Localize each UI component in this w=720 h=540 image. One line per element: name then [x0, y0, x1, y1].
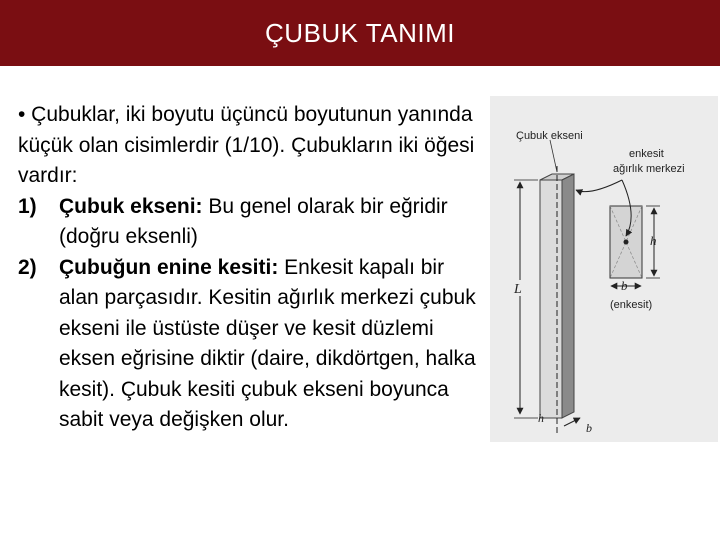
list-item-2-number: 2)	[18, 255, 37, 279]
bar-diagram	[490, 96, 718, 442]
axis-pointer-line	[550, 140, 557, 172]
b-label: b	[621, 278, 628, 293]
bar-figure	[490, 96, 718, 442]
h-label: h	[650, 233, 657, 248]
centroid-label-line2: ağırlık merkezi	[613, 163, 685, 175]
body-text	[18, 100, 488, 436]
bottom-b-dimension	[564, 418, 580, 426]
list-item-2-text: Enkesit kapalı bir alan parçasıdır. Kesitin ağırlık merkezi çubuk ekseni ile üstüste düşer ve kesit düzlemi eksen eğrisine diktir (daire, dikdörtgen, halka kesit). Çubuk kesiti çubuk ekseni boyunca sabit veya değişken olur.	[59, 255, 476, 431]
slide-title: ÇUBUK TANIMI	[265, 17, 455, 48]
bottom-h-label: h	[538, 411, 544, 425]
list-item-1	[18, 192, 488, 253]
list-item-2-term: Çubuğun enine kesiti:	[59, 255, 279, 279]
axis-label: Çubuk ekseni	[516, 130, 583, 142]
list-item-1-term: Çubuk ekseni:	[59, 194, 203, 218]
centroid-dot	[624, 240, 629, 245]
title-bar	[0, 0, 720, 66]
bar-side-face	[562, 174, 574, 418]
list-item-2	[18, 253, 488, 436]
centroid-arrow	[576, 180, 622, 192]
bullet-paragraph: • Çubuklar, iki boyutu üçüncü boyutunun yanında küçük olan cisimlerdir (1/10). Çubukların iki öğesi vardır:	[18, 103, 475, 187]
list-item-1-number: 1)	[18, 194, 37, 218]
section-label: (enkesit)	[610, 299, 653, 311]
bar-front-face	[540, 180, 562, 418]
list-item-1-text: Bu genel olarak bir eğridir (doğru eksenli)	[59, 194, 448, 248]
l-label: L	[514, 282, 522, 297]
bottom-b-label: b	[586, 421, 592, 435]
centroid-label-line1: enkesit	[629, 148, 664, 160]
